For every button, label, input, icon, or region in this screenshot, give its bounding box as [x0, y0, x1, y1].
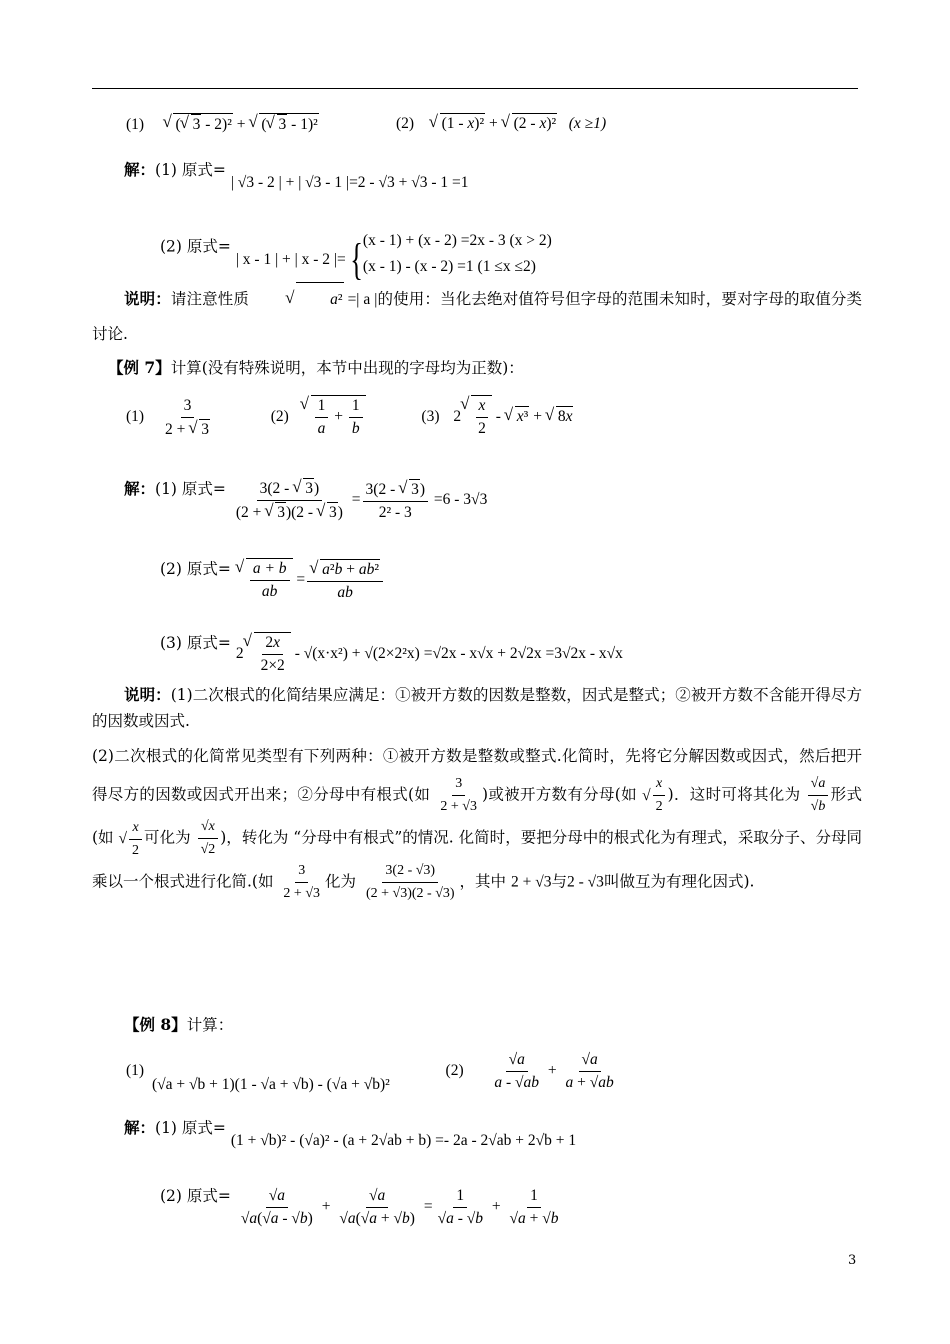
ex7-note-2: (2)二次根式的化简常见类型有下列两种：①被开方数是整数或整式.化简时，先将它分解因数或因式，然后把开得尽方的因数或因式开出来；②分母中有根式(如 $\frac{3}{2 + √3}$ )或被开方数有分母(如 √ $\frac{x}{2}$ )．这时可将其化为 $\frac{√a}{√b}$ 形式(如 √ $\frac{x}{2}$ 可化为 $\frac{√x}{√2}$ )，转化为 “分母中有根式”的情况. 化简时，要把分母中的根式化为有理式，采取分子、分母同乘以一个根式进行化简.(如 $\frac{3}{2 + √3}$ 化为 $\frac{3(2 - √3)}{(2 + √3)(2 - √3)}$ ，其中 2 + √3与2 - √3叫做互为有理化因式). [92, 747, 862, 901]
ex8-solution-1: 解：(1) 原式= (1 + √b)² - (√a)² - (a + 2√ab + b) =- 2a - 2√ab + 2√b + 1 [124, 1118, 577, 1149]
ex8-problems: (1) (√a + √b + 1)(1 - √a + √b) - (√a + √b)² (2) $\frac{√a}{a - √ab}$ + $\frac{√a}{a + √ab}$ [126, 1051, 614, 1094]
page-number: 3 [848, 1253, 857, 1268]
ex6-problem-1: (1) √ (√ 3 - 2)² + √ (√ 3 - 1)² [126, 113, 319, 135]
ex8-title: 【例 8】计算： [124, 1015, 234, 1034]
ex8-solution-2: (2) 原式= $\frac{√a}{√a(√a - √b)}$ + $\frac{√a}{√a(√a + √b)}$ = $\frac{1}{√a - √b}$ + $\frac{1}{√a + √b}$ [160, 1187, 559, 1227]
ex7-problems: (1) $\frac{3}{2 + √ 3}$ (2) √ $\frac{1}{a}$ + $\frac{1}{b}$ (3) 2 √ $\frac{x}{2}$ - √ x³ + √ 8x [126, 395, 573, 440]
ex7-solution-2: (2) 原式= √ $\frac{a + b}{ab}$ = √ $\frac{\text{a²b + ab²}}{ab}$ [160, 548, 385, 593]
ex7-solution-3: (3) 原式= 2 √ $\frac{2x}{2\times 2}$ - √(x·x²) + √(2×2²x) =√2x - x√x + 2√2x =3√2x - x√x [160, 622, 623, 666]
header-rule [92, 88, 858, 89]
ex6-note: 说明：请注意性质 √ a² =| a |的使用：当化去绝对值符号但字母的范围未知时，要对字母的取值分类讨论. [92, 282, 862, 351]
ex6-solution-2: (2) 原式= | x - 1 | + | x - 2 |={ (x - 1) + (x - 2) =2x - 3 (x > 2) (x - 1) - (x - 2) =1 (1 ≤x ≤2) [160, 232, 552, 284]
ex7-title: 【例 7】计算(没有特殊说明，本节中出现的字母均为正数)： [108, 358, 524, 377]
ex7-solution-1: 解：(1) 原式= $\frac{3(2 - √ 3)}{(2 + √ 3)(2 - √ 3)}$ = $\frac{3(2 - √ 3)}{\text{2² - 3}}$ =6 - 3√3 [124, 468, 487, 513]
ex6-problem-2: (2) √ (1 - x)² + √ (2 - x)² (x ≥1) [396, 113, 606, 134]
ex6-solution-1: 解：(1) 原式= | √3 - 2 | + | √3 - 1 |=2 - √3 + √3 - 1 =1 [124, 160, 469, 191]
ex7-note-1: 说明：(1)二次根式的化简结果应满足：①被开方数的因数是整数，因式是整式；②被开方数不含能开得尽方的因数或因式. [92, 685, 862, 730]
